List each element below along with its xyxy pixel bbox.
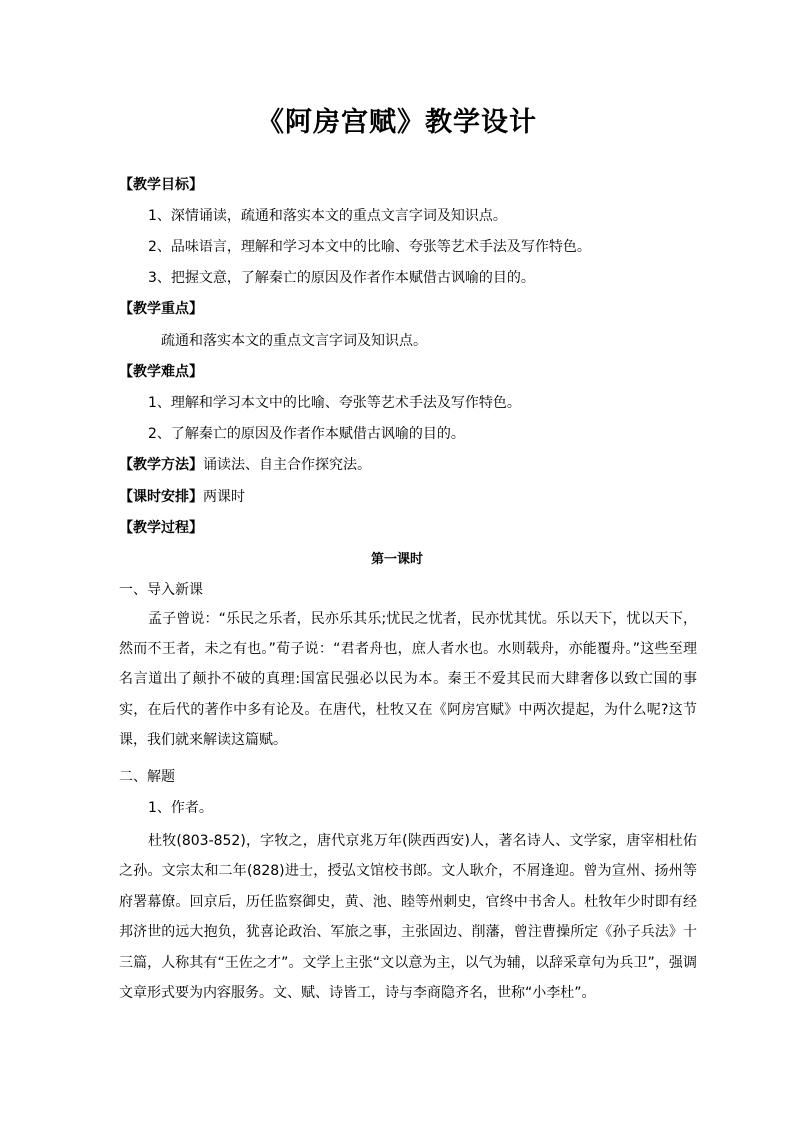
method-heading: 【教学方法】 <box>119 457 203 473</box>
difficulty-heading: 【教学难点】 <box>119 364 203 380</box>
goal-item: 1、深情诵读，疏通和落实本文的重点文言字词及知识点。 <box>148 208 507 224</box>
method-line <box>119 457 371 473</box>
document-title: 《阿房宫赋》教学设计 <box>257 107 537 138</box>
key-points-text: 疏通和落实本文的重点文言字词及知识点。 <box>161 333 427 349</box>
goals-heading: 【教学目标】 <box>119 177 203 193</box>
part2-paragraph: 杜牧(803-852)，字牧之，唐代京兆万年(陕西西安)人，著名诗人、文学家，唐宰相杜佑之孙。文宗太和二年(828)进士，授弘文馆校书郎。文人耿介，不屑逢迎。曾为宣州、扬州等府署幕僚。回京后，历任监察御史，黄、池、睦等州刺史，官终中书舍人。杜牧年少时即有经邦济世的远大抱负，犹喜论政治、军旅之事，主张固边、削藩，曾注曹操所定《孙子兵法》十三篇，人称其有“王佐之才”。文学上主张“文以意为主，以气为辅，以辞采章句为兵卫”，强调文章形式要为内容服务。文、赋、诗皆工，诗与李商隐齐名，世称“小李杜”。 <box>119 833 697 1002</box>
goal-item: 3、把握文意，了解秦亡的原因及作者作本赋借古讽喻的目的。 <box>148 270 535 286</box>
method-text: 诵读法、自主合作探究法。 <box>203 457 371 473</box>
key-points-heading: 【教学重点】 <box>119 301 203 317</box>
part1-heading: 一、导入新课 <box>119 582 203 598</box>
process-heading: 【教学过程】 <box>119 520 203 536</box>
schedule-text: 两课时 <box>203 489 245 505</box>
schedule-heading: 【课时安排】 <box>119 489 203 505</box>
part1-paragraph: 孟子曾说：“乐民之乐者，民亦乐其乐;忧民之忧者，民亦忧其忧。乐以天下，忧以天下，然而不王者，未之有也。”荀子说：“君者舟也，庶人者水也。水则载舟，亦能覆舟。”这些至理名言道出了颠扑不破的真理:国富民强必以民为本。秦王不爱其民而大肆奢侈以致亡国的事实，在后代的著作中多有论及。在唐代，杜牧又在《阿房宫赋》中两次提起，为什么呢?这节课，我们就来解读这篇赋。 <box>119 611 697 748</box>
difficulty-item: 1、理解和学习本文中的比喻、夸张等艺术手法及写作特色。 <box>148 395 521 411</box>
goal-item: 2、品味语言，理解和学习本文中的比喻、夸张等艺术手法及写作特色。 <box>148 239 591 255</box>
part2-heading: 二、解题 <box>119 769 175 785</box>
difficulty-item: 2、了解秦亡的原因及作者作本赋借古讽喻的目的。 <box>148 426 465 442</box>
part2-subheading: 1、作者。 <box>148 800 213 816</box>
schedule-line <box>119 489 245 505</box>
lesson-title: 第一课时 <box>370 552 423 567</box>
